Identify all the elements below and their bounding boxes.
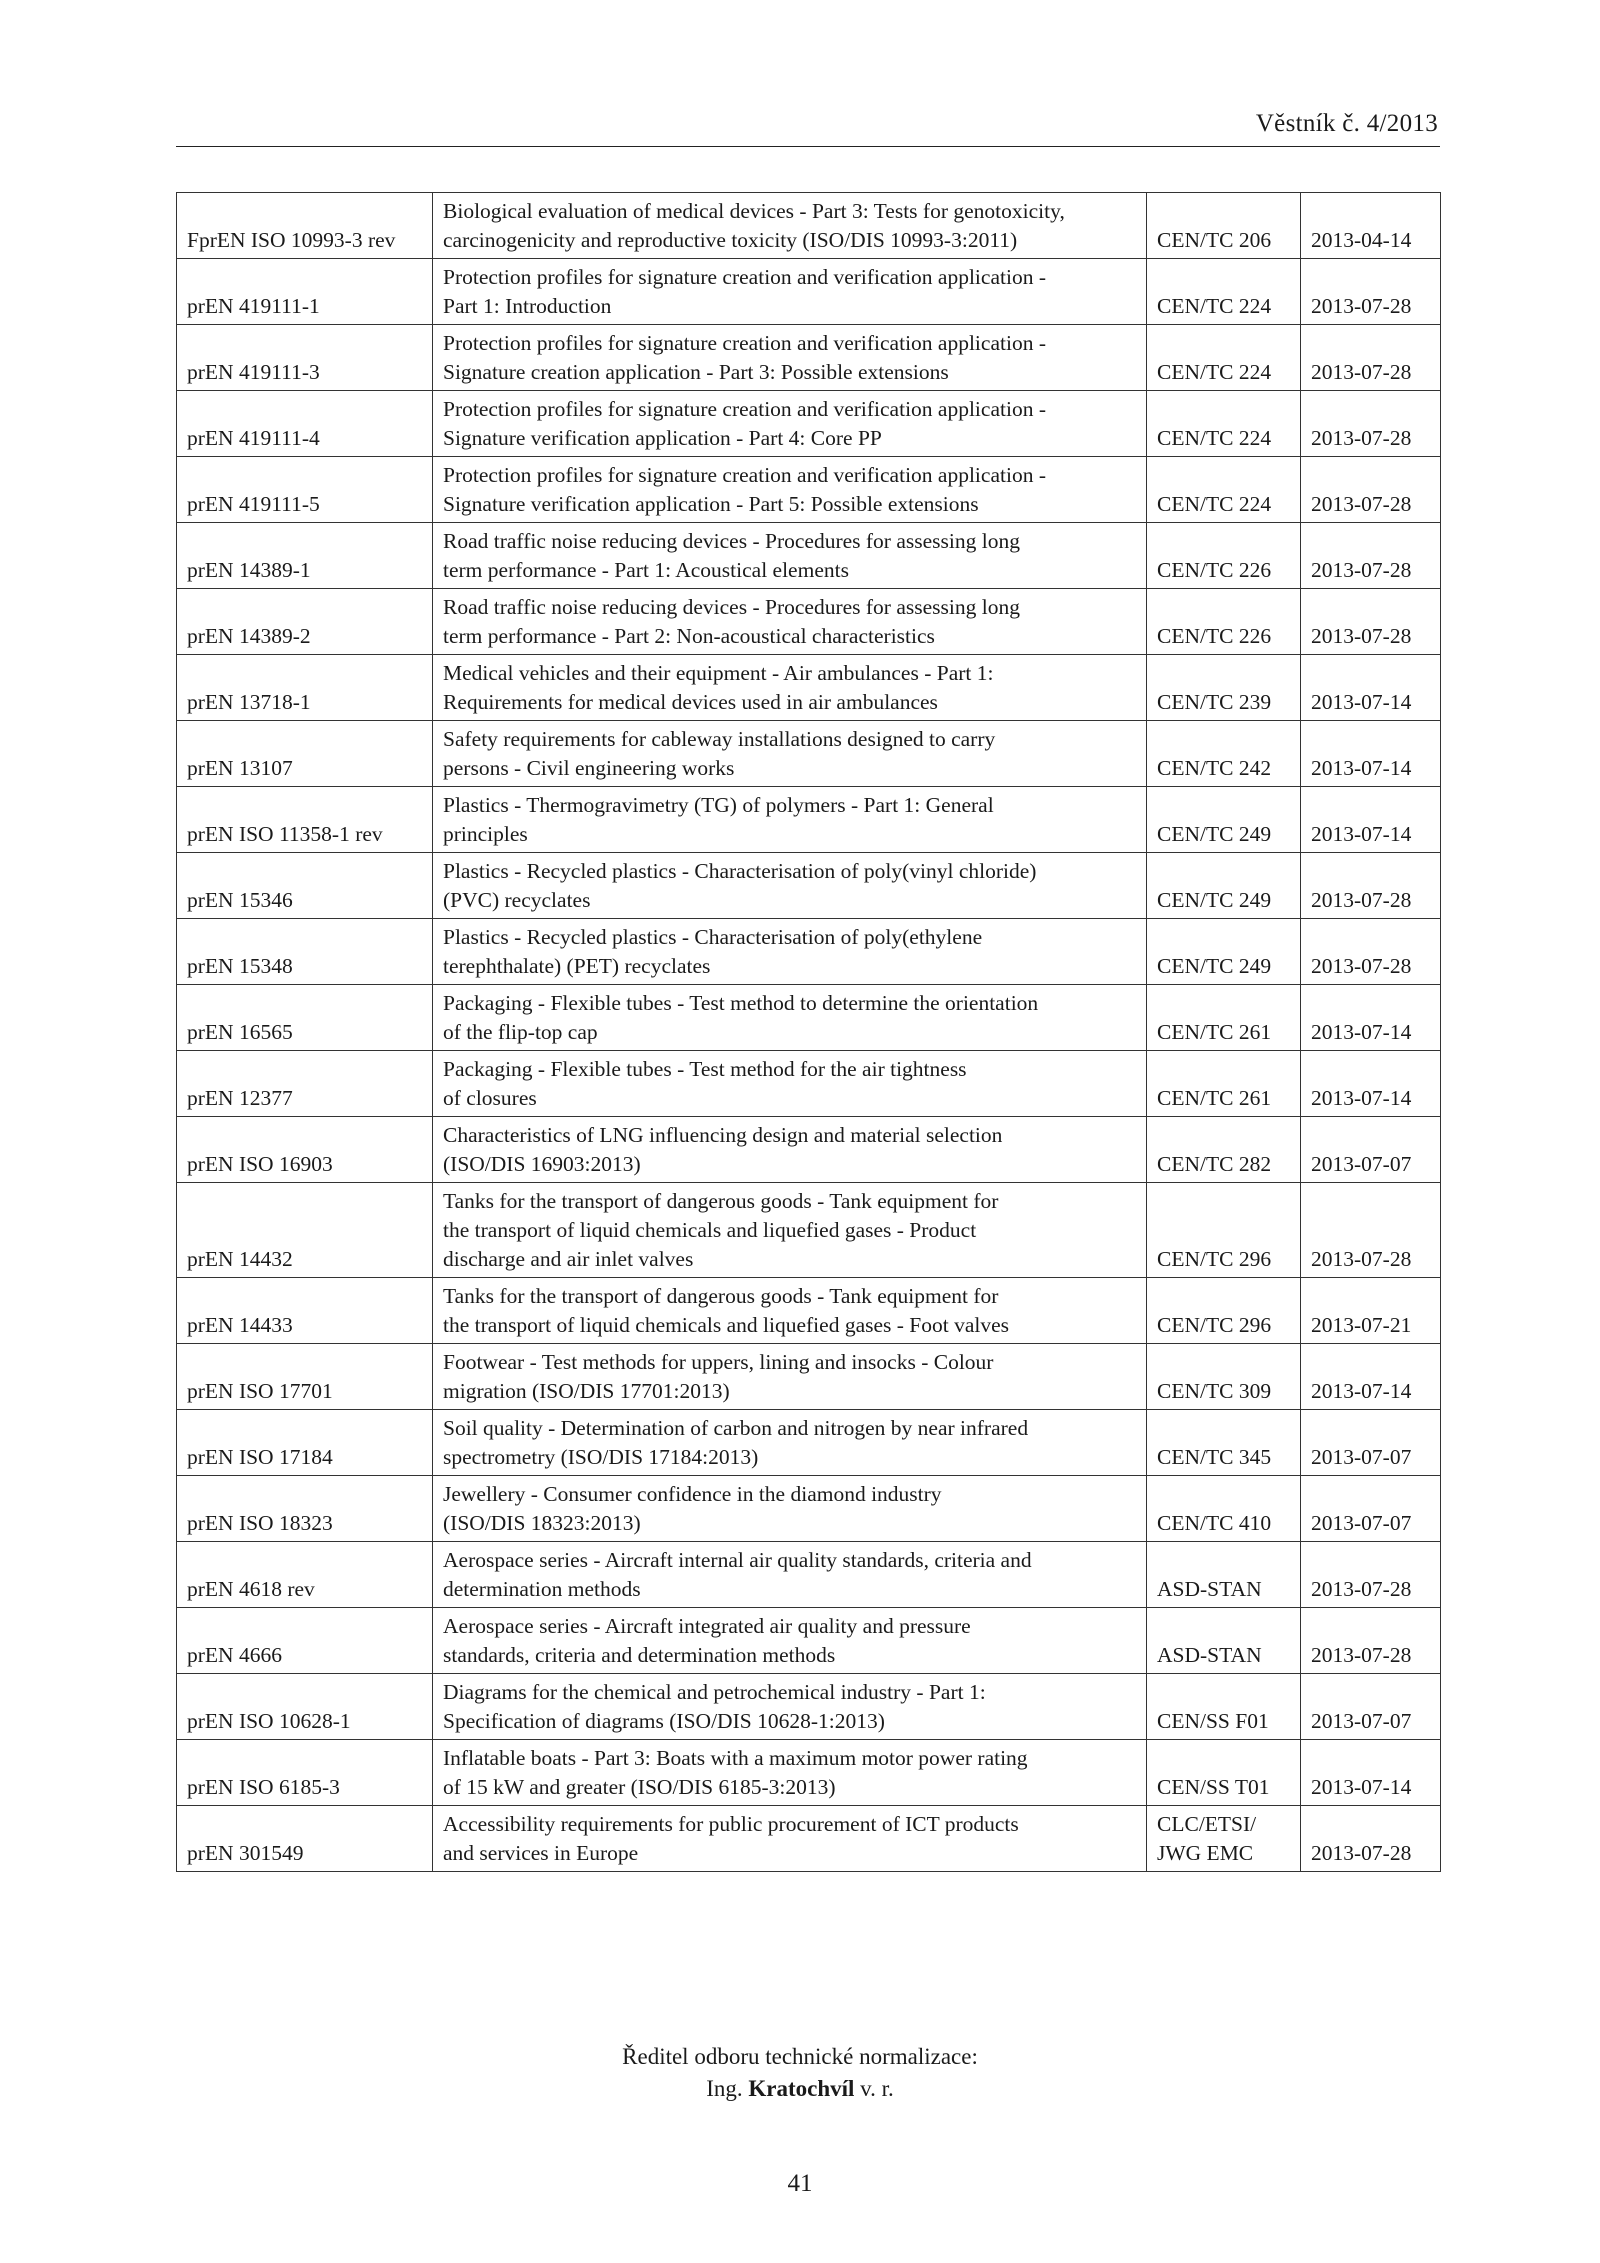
- standard-title-cell: Biological evaluation of medical devices - Part 3: Tests for genotoxicity, carcinogenicity and reproductive toxicity (ISO/DIS 10993-3:2011): [433, 193, 1147, 259]
- standard-code-cell: prEN 419111-3: [177, 325, 433, 391]
- technical-committee-cell: CEN/TC 239: [1147, 655, 1301, 721]
- standard-title-cell: Plastics - Thermogravimetry (TG) of polymers - Part 1: General principles: [433, 787, 1147, 853]
- standard-code-cell: prEN ISO 11358-1 rev: [177, 787, 433, 853]
- standard-code-cell: prEN ISO 6185-3: [177, 1740, 433, 1806]
- standard-title-cell: Packaging - Flexible tubes - Test method for the air tightness of closures: [433, 1051, 1147, 1117]
- deadline-date-cell: 2013-07-14: [1301, 787, 1441, 853]
- technical-committee-cell: CEN/SS F01: [1147, 1674, 1301, 1740]
- standard-code-cell: prEN 16565: [177, 985, 433, 1051]
- standard-code-cell: prEN 14432: [177, 1183, 433, 1278]
- technical-committee-cell: CEN/SS T01: [1147, 1740, 1301, 1806]
- standard-code-cell: prEN 419111-1: [177, 259, 433, 325]
- table-row: [177, 457, 1441, 523]
- standard-code-cell: prEN ISO 17184: [177, 1410, 433, 1476]
- technical-committee-cell: CEN/TC 249: [1147, 853, 1301, 919]
- technical-committee-cell: CEN/TC 345: [1147, 1410, 1301, 1476]
- standard-code-cell: prEN 4618 rev: [177, 1542, 433, 1608]
- standard-title-cell: Packaging - Flexible tubes - Test method to determine the orientation of the flip-top cap: [433, 985, 1147, 1051]
- deadline-date-cell: 2013-07-14: [1301, 1740, 1441, 1806]
- deadline-date-cell: 2013-07-21: [1301, 1278, 1441, 1344]
- standards-table-body: [177, 193, 1441, 1872]
- standard-code-cell: prEN 13718-1: [177, 655, 433, 721]
- standard-code-cell: prEN 12377: [177, 1051, 433, 1117]
- standard-title-cell: Plastics - Recycled plastics - Characterisation of poly(vinyl chloride) (PVC) recyclates: [433, 853, 1147, 919]
- deadline-date-cell: 2013-07-07: [1301, 1117, 1441, 1183]
- standards-table: [176, 192, 1441, 1872]
- deadline-date-cell: 2013-07-28: [1301, 853, 1441, 919]
- technical-committee-cell: CEN/TC 224: [1147, 457, 1301, 523]
- standard-title-cell: Jewellery - Consumer confidence in the diamond industry (ISO/DIS 18323:2013): [433, 1476, 1147, 1542]
- table-row: [177, 919, 1441, 985]
- standard-code-cell: prEN 419111-4: [177, 391, 433, 457]
- standard-code-cell: prEN 14433: [177, 1278, 433, 1344]
- standard-code-cell: prEN ISO 17701: [177, 1344, 433, 1410]
- standard-title-cell: Aerospace series - Aircraft internal air quality standards, criteria and determination methods: [433, 1542, 1147, 1608]
- table-row: [177, 1608, 1441, 1674]
- deadline-date-cell: 2013-07-14: [1301, 1344, 1441, 1410]
- standard-code-cell: prEN ISO 10628-1: [177, 1674, 433, 1740]
- table-row: [177, 1542, 1441, 1608]
- deadline-date-cell: 2013-07-28: [1301, 457, 1441, 523]
- standard-title-cell: Protection profiles for signature creation and verification application - Part 1: Introduction: [433, 259, 1147, 325]
- standard-code-cell: prEN 301549: [177, 1806, 433, 1872]
- deadline-date-cell: 2013-07-14: [1301, 985, 1441, 1051]
- table-row: [177, 193, 1441, 259]
- standard-title-cell: Road traffic noise reducing devices - Procedures for assessing long term performance - Part 1: Acoustical elements: [433, 523, 1147, 589]
- deadline-date-cell: 2013-07-28: [1301, 1608, 1441, 1674]
- technical-committee-cell: CEN/TC 226: [1147, 523, 1301, 589]
- standard-title-cell: Aerospace series - Aircraft integrated air quality and pressure standards, criteria and determination methods: [433, 1608, 1147, 1674]
- standard-code-cell: prEN 14389-2: [177, 589, 433, 655]
- signature-prefix: Ing.: [706, 2076, 743, 2101]
- standard-title-cell: Tanks for the transport of dangerous goods - Tank equipment for the transport of liquid chemicals and liquefied gases - Foot valves: [433, 1278, 1147, 1344]
- table-row: [177, 1410, 1441, 1476]
- standard-code-cell: prEN 15348: [177, 919, 433, 985]
- technical-committee-cell: CEN/TC 309: [1147, 1344, 1301, 1410]
- table-row: [177, 1051, 1441, 1117]
- technical-committee-cell: CEN/TC 206: [1147, 193, 1301, 259]
- table-row: [177, 1344, 1441, 1410]
- table-row: [177, 1117, 1441, 1183]
- bulletin-title: Věstník č. 4/2013: [1255, 110, 1438, 137]
- standard-title-cell: Safety requirements for cableway installations designed to carry persons - Civil engineering works: [433, 721, 1147, 787]
- deadline-date-cell: 2013-07-28: [1301, 523, 1441, 589]
- technical-committee-cell: CEN/TC 224: [1147, 325, 1301, 391]
- standard-title-cell: Footwear - Test methods for uppers, lining and insocks - Colour migration (ISO/DIS 17701:2013): [433, 1344, 1147, 1410]
- page-number: 41: [787, 2170, 813, 2197]
- technical-committee-cell: ASD-STAN: [1147, 1542, 1301, 1608]
- deadline-date-cell: 2013-07-14: [1301, 1051, 1441, 1117]
- table-row: [177, 1476, 1441, 1542]
- deadline-date-cell: 2013-07-07: [1301, 1674, 1441, 1740]
- deadline-date-cell: 2013-07-07: [1301, 1476, 1441, 1542]
- table-row: [177, 985, 1441, 1051]
- director-title: Ředitel odboru technické normalizace:: [622, 2044, 978, 2069]
- technical-committee-cell: CEN/TC 261: [1147, 985, 1301, 1051]
- standard-title-cell: Protection profiles for signature creation and verification application - Signature creation application - Part 3: Possible extensions: [433, 325, 1147, 391]
- standard-title-cell: Diagrams for the chemical and petrochemical industry - Part 1: Specification of diagrams (ISO/DIS 10628-1:2013): [433, 1674, 1147, 1740]
- technical-committee-cell: CEN/TC 226: [1147, 589, 1301, 655]
- standard-code-cell: prEN 15346: [177, 853, 433, 919]
- table-row: [177, 1183, 1441, 1278]
- table-row: [177, 721, 1441, 787]
- deadline-date-cell: 2013-07-28: [1301, 325, 1441, 391]
- table-row: [177, 853, 1441, 919]
- technical-committee-cell: CLC/ETSI/ JWG EMC: [1147, 1806, 1301, 1872]
- page-header: [176, 106, 1440, 147]
- deadline-date-cell: 2013-07-28: [1301, 919, 1441, 985]
- deadline-date-cell: 2013-07-28: [1301, 1542, 1441, 1608]
- table-row: [177, 787, 1441, 853]
- deadline-date-cell: 2013-04-14: [1301, 193, 1441, 259]
- standard-title-cell: Inflatable boats - Part 3: Boats with a maximum motor power rating of 15 kW and greater (ISO/DIS 6185-3:2013): [433, 1740, 1147, 1806]
- technical-committee-cell: CEN/TC 282: [1147, 1117, 1301, 1183]
- technical-committee-cell: CEN/TC 249: [1147, 787, 1301, 853]
- standard-code-cell: FprEN ISO 10993-3 rev: [177, 193, 433, 259]
- table-row: [177, 391, 1441, 457]
- standard-title-cell: Soil quality - Determination of carbon and nitrogen by near infrared spectrometry (ISO/DIS 17184:2013): [433, 1410, 1147, 1476]
- standard-code-cell: prEN 419111-5: [177, 457, 433, 523]
- standard-title-cell: Plastics - Recycled plastics - Characterisation of poly(ethylene terephthalate) (PET) recyclates: [433, 919, 1147, 985]
- technical-committee-cell: CEN/TC 410: [1147, 1476, 1301, 1542]
- deadline-date-cell: 2013-07-28: [1301, 1806, 1441, 1872]
- standard-code-cell: prEN ISO 16903: [177, 1117, 433, 1183]
- director-signature: [0, 2076, 1600, 2102]
- technical-committee-cell: CEN/TC 224: [1147, 391, 1301, 457]
- technical-committee-cell: CEN/TC 242: [1147, 721, 1301, 787]
- deadline-date-cell: 2013-07-28: [1301, 1183, 1441, 1278]
- table-row: [177, 589, 1441, 655]
- technical-committee-cell: CEN/TC 249: [1147, 919, 1301, 985]
- standard-title-cell: Characteristics of LNG influencing design and material selection (ISO/DIS 16903:2013): [433, 1117, 1147, 1183]
- deadline-date-cell: 2013-07-14: [1301, 721, 1441, 787]
- standard-title-cell: Protection profiles for signature creation and verification application - Signature verification application - Part 4: Core PP: [433, 391, 1147, 457]
- standard-code-cell: prEN 4666: [177, 1608, 433, 1674]
- standard-title-cell: Protection profiles for signature creation and verification application - Signature verification application - Part 5: Possible extensions: [433, 457, 1147, 523]
- deadline-date-cell: 2013-07-28: [1301, 259, 1441, 325]
- deadline-date-cell: 2013-07-14: [1301, 655, 1441, 721]
- signature-name: Kratochvíl: [748, 2076, 855, 2101]
- table-row: [177, 1278, 1441, 1344]
- deadline-date-cell: 2013-07-07: [1301, 1410, 1441, 1476]
- standard-title-cell: Road traffic noise reducing devices - Procedures for assessing long term performance - Part 2: Non-acoustical characteristics: [433, 589, 1147, 655]
- standard-code-cell: prEN 14389-1: [177, 523, 433, 589]
- deadline-date-cell: 2013-07-28: [1301, 589, 1441, 655]
- signature-suffix: v. r.: [860, 2076, 894, 2101]
- table-row: [177, 259, 1441, 325]
- technical-committee-cell: CEN/TC 261: [1147, 1051, 1301, 1117]
- technical-committee-cell: ASD-STAN: [1147, 1608, 1301, 1674]
- technical-committee-cell: CEN/TC 296: [1147, 1183, 1301, 1278]
- table-row: [177, 523, 1441, 589]
- standard-title-cell: Tanks for the transport of dangerous goods - Tank equipment for the transport of liquid chemicals and liquefied gases - Product discharge and air inlet valves: [433, 1183, 1147, 1278]
- table-row: [177, 1740, 1441, 1806]
- table-row: [177, 325, 1441, 391]
- standard-code-cell: prEN 13107: [177, 721, 433, 787]
- technical-committee-cell: CEN/TC 296: [1147, 1278, 1301, 1344]
- table-row: [177, 1806, 1441, 1872]
- deadline-date-cell: 2013-07-28: [1301, 391, 1441, 457]
- table-row: [177, 1674, 1441, 1740]
- technical-committee-cell: CEN/TC 224: [1147, 259, 1301, 325]
- standard-title-cell: Accessibility requirements for public procurement of ICT products and services in Europe: [433, 1806, 1147, 1872]
- standard-code-cell: prEN ISO 18323: [177, 1476, 433, 1542]
- table-row: [177, 655, 1441, 721]
- standard-title-cell: Medical vehicles and their equipment - Air ambulances - Part 1: Requirements for medical devices used in air ambulances: [433, 655, 1147, 721]
